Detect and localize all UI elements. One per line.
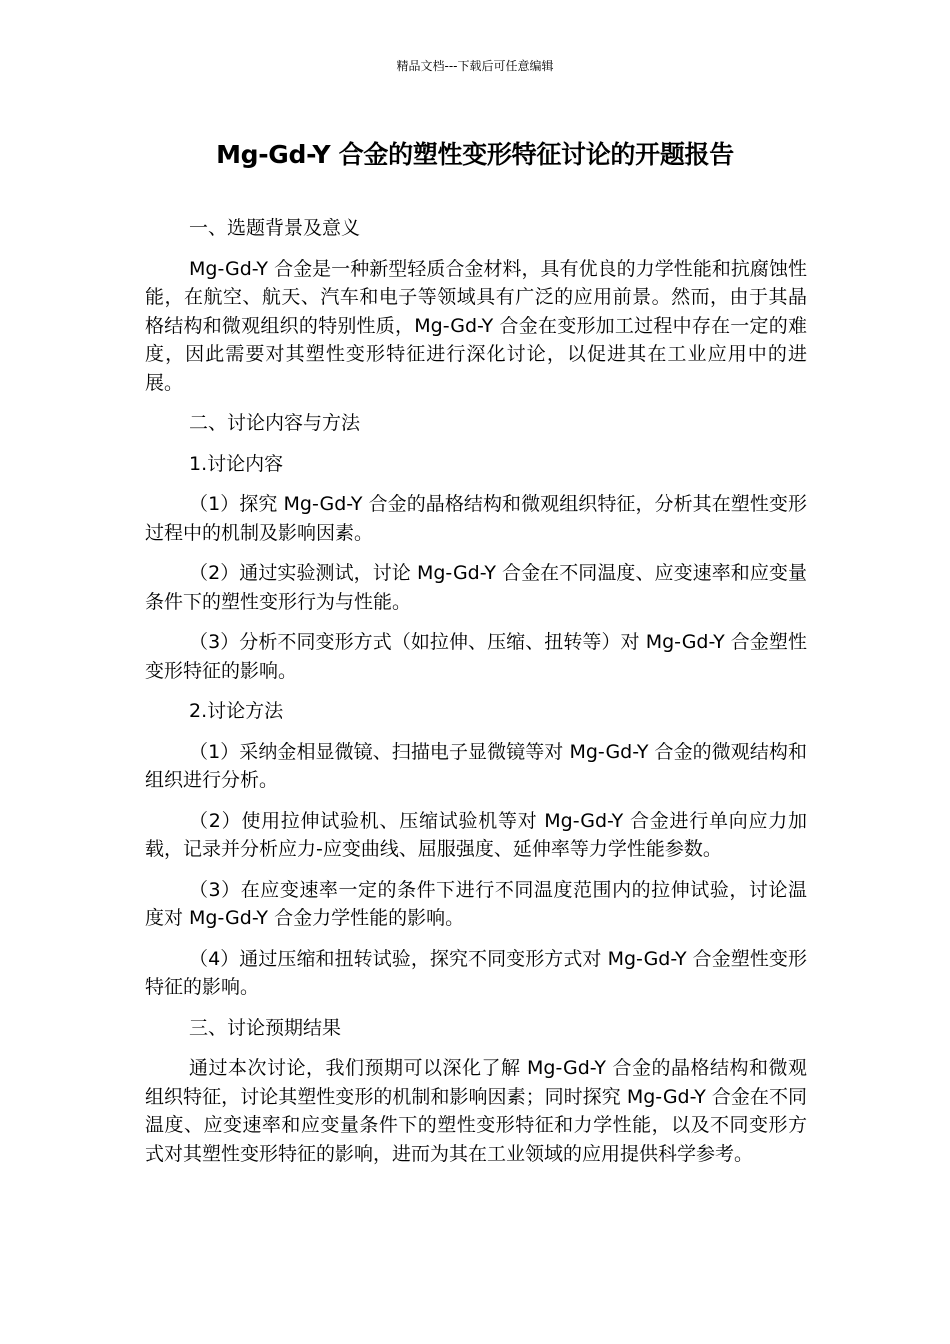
section-heading-expected-results: 三、讨论预期结果 [189, 1016, 342, 1039]
document-body [145, 214, 807, 1180]
document-title: Mg-Gd-Y 合金的塑性变形特征讨论的开题报告 [216, 140, 734, 169]
section-heading-content-methods: 二、讨论内容与方法 [189, 412, 361, 434]
content-item-1: （1）探究 Mg-Gd-Y 合金的晶格结构和微观组织特征，分析其在塑性变形过程中的机制及影响因素。 [145, 493, 807, 544]
content-item-2: （2）通过实验测试，讨论 Mg-Gd-Y 合金在不同温度、应变速率和应变量条件下的塑性变形行为与性能。 [145, 562, 807, 613]
paragraph-expected-results: 通过本次讨论，我们预期可以深化了解 Mg-Gd-Y 合金的晶格结构和微观组织特征，讨论其塑性变形的机制和影响因素；同时探究 Mg-Gd-Y 合金在不同温度、应变速率和应变量条件下的塑性变形特征和力学性能，以及不同变形方式对其塑性变形特征的影响，进而为其在工业领域的应用提供科学参考。 [145, 1057, 807, 1165]
subheading-research-content: 1.讨论内容 [189, 452, 284, 475]
section-heading-background: 一、选题背景及意义 [189, 217, 361, 239]
content-item-3: （3）分析不同变形方式（如拉伸、压缩、扭转等）对 Mg-Gd-Y 合金塑性变形特征的影响。 [145, 631, 807, 682]
method-item-2: （2）使用拉伸试验机、压缩试验机等对 Mg-Gd-Y 合金进行单向应力加载，记录并分析应力-应变曲线、屈服强度、延伸率等力学性能参数。 [145, 809, 807, 860]
method-item-3: （3）在应变速率一定的条件下进行不同温度范围内的拉伸试验，讨论温度对 Mg-Gd-Y 合金力学性能的影响。 [145, 878, 807, 929]
header-note: 精品文档---下载后可任意编辑 [396, 59, 554, 73]
subheading-research-methods: 2.讨论方法 [189, 700, 284, 722]
paragraph-background: Mg-Gd-Y 合金是一种新型轻质合金材料，具有优良的力学性能和抗腐蚀性能，在航空、航天、汽车和电子等领域具有广泛的应用前景。然而，由于其晶格结构和微观组织的特别性质，Mg-Gd-Y 合金在变形加工过程中存在一定的难度，因此需要对其塑性变形特征进行深化讨论，以促进其在工业应用中的进展。 [145, 257, 807, 394]
method-item-4: （4）通过压缩和扭转试验，探究不同变形方式对 Mg-Gd-Y 合金塑性变形特征的影响。 [145, 947, 807, 998]
method-item-1: （1）采纳金相显微镜、扫描电子显微镜等对 Mg-Gd-Y 合金的微观结构和组织进行分析。 [145, 740, 807, 791]
